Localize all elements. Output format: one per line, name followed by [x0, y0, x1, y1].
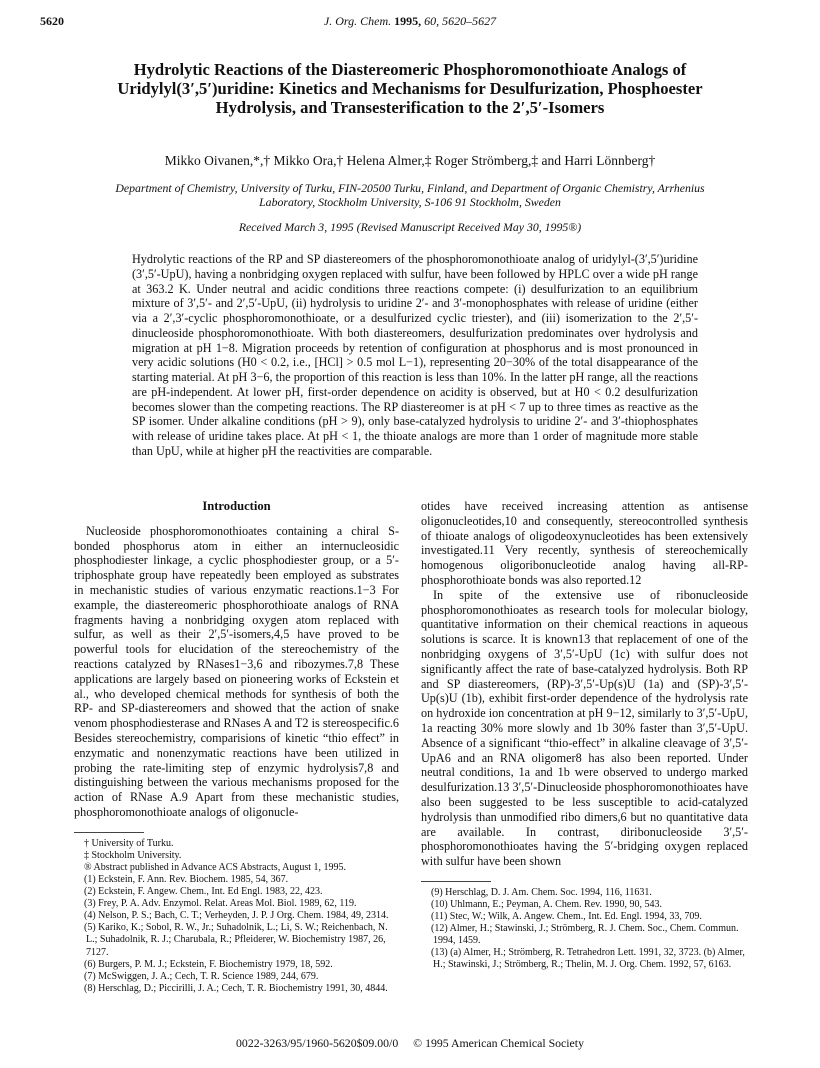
journal-volume: 60, [424, 14, 440, 28]
footnote: (4) Nelson, P. S.; Bach, C. T.; Verheyden, J. P. J Org. Chem. 1984, 49, 2314. [84, 910, 389, 922]
footnote: (9) Herschlag, D. J. Am. Chem. Soc. 1994, 116, 11631. [431, 886, 652, 898]
author-list: Mikko Oivanen,*,† Mikko Ora,† Helena Almer,‡ Roger Strömberg,‡ and Harri Lönnberg† [164, 153, 656, 168]
footnote: (6) Burgers, P. M. J.; Eckstein, F. Biochemistry 1979, 18, 592. [84, 958, 333, 970]
section-heading-introduction: Introduction [202, 499, 271, 513]
journal-pages: 5620–5627 [442, 14, 497, 28]
footnote: (8) Herschlag, D.; Piccirilli, J. A.; Cech, T. R. Biochemistry 1991, 30, 4844. [84, 982, 388, 994]
journal-name: J. Org. Chem. [323, 14, 392, 28]
footnote: (7) McSwiggen, J. A.; Cech, T. R. Science 1989, 244, 679. [84, 970, 319, 982]
running-header [40, 14, 780, 34]
footnote: (12) Almer, H.; Stawinski, J.; Strömberg, R. J. Chem. Soc., Chem. Commun. 1994, 1459. [431, 923, 739, 947]
footnote: (2) Eckstein, F. Angew. Chem., Int. Ed Engl. 1983, 22, 423. [84, 886, 323, 898]
journal-year: 1995, [394, 14, 422, 28]
body-paragraph: In spite of the extensive use of ribonucleoside phosphoromonothioates as research tools for molecular biology, quantitative information on their chemical reactions in aqueous solutions is scarce. It is known13 that replacement of one of the nonbridging oxygens of 3′,5′-UpU (1c) with sulfur does not significantly affect the rate of base-catalyzed hydrolysis. Both RP and SP diastereomers, (RP)-3′,5′-Up(s)U (1a) and (SP)-3′,5′-Up(s)U (1b), exhibit first-order dependence of the hydrolysis rate on hydroxide ion concentration at pH 9−12, similarly to 3′,5′-UpU, 1a reacting 30% more slowly and 1b 30% faster than 3′,5′-UpU. Absence of a significant “thio-effect” in alkaline cleavage of 3′,5′-UpA6 and an RNA oligomer8 has also been reported. Under neutral conditions, 1a and 1b were observed to undergo marked desulfurization.13 3′,5′-Dinucleoside phosphoromonothioates have also been suggested to be less susceptible to acid-catalyzed hydrolysis than unmodified ribo dimers,6 but no quantitative data are available. In contrast, diribonucleoside 3′,5′-phosphoromonothioates having the 5′-bridging oxygen replaced with sulfur have been shown [421, 587, 748, 869]
right-column [421, 499, 748, 972]
body-paragraph: Nucleoside phosphoromonothioates containing a chiral S-bonded phosphorus atom in either an internucleosidic phosphodiester linkage, a cyclic phosphodiester group, or a 5′-triphosphate group have repeatedly been employed as substrates in mechanistic studies of various enzymatic reactions.1−3 For example, the diastereomeric phosphorothioate analogs of RNA fragments having a nonbridging oxygen atom replaced with sulfur, as well as their 2′,5′-isomers,4,5 have proved to be powerful tools for elucidation of the stereochemistry of the reactions catalyzed by RNases1−3,6 and ribozymes.7,8 These applications are largely based on pioneering works of Eckstein et al., who developed chemical methods for synthesis of both the RP- and SP-diastereomers and showed that the action of snake venom phosphodiesterase and RNases A and T2 is stereospecific.6 Besides stereochemistry, comparisions of kinetic “thio effect” in enzymatic and nonenzymatic reactions have been utilized in probing the rate-limiting step of enzymic hydrolysis7,8 and distinguishing between the various mechanisms proposed for the action of RNase A.9 Apart from these mechanistic studies, phosphoromonothioate analogs of oligonucle- [74, 523, 399, 819]
footnote: (1) Eckstein, F. Ann. Rev. Biochem. 1985, 54, 367. [84, 874, 289, 886]
footnote: † University of Turku. [84, 837, 174, 849]
page-footer [0, 1036, 820, 1051]
footnote: (10) Uhlmann, E.; Peyman, A. Chem. Rev. 1990, 90, 543. [431, 899, 662, 911]
footnotes-right [421, 887, 748, 972]
footnote: (13) (a) Almer, H.; Strömberg, R. Tetrahedron Lett. 1991, 32, 3723. (b) Almer, H.; Stawinski, J.; Strömberg, R.; Thelin, M. J. Org. Chem. 1992, 57, 6163. [431, 947, 745, 971]
price-code: 0022-3263/95/1960-5620$09.00/0 [236, 1036, 399, 1050]
footnote: (3) Frey, P. A. Adv. Enzymol. Relat. Areas Mol. Biol. 1989, 62, 119. [84, 898, 357, 910]
footnote: (11) Stec, W.; Wilk, A. Angew. Chem., Int. Ed. Engl. 1994, 33, 709. [431, 911, 702, 923]
copyright: © 1995 American Chemical Society [413, 1036, 584, 1050]
received-date: Received March 3, 1995 (Revised Manuscript Received May 30, 1995®) [238, 220, 582, 234]
abstract: Hydrolytic reactions of the RP and SP diastereomers of the phosphoromonothioate analog of uridylyl-(3′,5′)uridine (3′,5′-UpU), having a nonbridging oxygen replaced with sulfur, have been followed by HPLC over a wide pH range at 363.2 K. Under neutral and acidic conditions three reactions compete: (i) desulfurization to an equilibrium mixture of 3′,5′- and 2′,5′-UpU, (ii) hydrolysis to uridine 2′- and 3′-monophosphates with release of uridine (either via a 2′,3′-cyclic phosphoromonothioate, or a desulfurized cyclic triester), and (iii) isomerization to the 2′,5′-dinucleoside phosphoromonothioate. With both diastereomers, desulfurization predominates over hydrolysis and migration at pH 1−8. Migration proceeds by retention of configuration at phosphorus and is most pronounced in very acidic solutions (H0 < 0.2, i.e., [HCl] > 0.5 mol L−1), representing 20−30% of the total disappearance of the starting material. At pH 3−6, the proportion of this reaction is less than 10%. In the latter pH range, all the reactions are pH-independent. At lower pH, first-order dependence on acidity is observed, but at H0 < 0.2 desulfurization becomes slower than the competing reactions. The RP diastereomer is at pH < 7 up to three times as reactive as the SP isomer. Under alkaline conditions (pH > 9), only base-catalyzed hydrolysis to uridine 2′- and 3′-thiophosphates with release of uridine takes place. At pH < 1, the thioate analogs are more than 1 order of magnitude more stable than UpU, while at higher pH the reactivities are comparable. [132, 252, 698, 458]
footnote: (5) Kariko, K.; Sobol, R. W., Jr.; Suhadolnik, L.; Li, S. W.; Reichenbach, N. L.; Suhadolnik, R. J.; Charubala, R.; Pfleiderer, W. Biochemistry 1987, 26, 7127. [84, 922, 388, 958]
affiliation: Department of Chemistry, University of Turku, FIN-20500 Turku, Finland, and Department of Organic Chemistry, Arrhenius Laboratory, Stockholm University, S-106 91 Stockholm, Sweden [115, 181, 705, 209]
footnote-divider [421, 881, 491, 882]
footnote-divider [74, 832, 144, 833]
journal-citation [40, 14, 780, 29]
footnote: ‡ Stockholm University. [84, 849, 182, 861]
footnote: ® Abstract published in Advance ACS Abstracts, August 1, 1995. [84, 861, 347, 873]
footnotes-left [74, 838, 399, 995]
body-paragraph: otides have received increasing attention as antisense oligonucleotides,10 and consequently, stereocontrolled synthesis of thioate analogs of oligodeoxynucleotides has been extensively investigated.11 Very recently, synthesis of stereochemically homogenous oligoribonucleotide analog having all-RP-phosphorothioate bonds was also reported.12 [421, 499, 748, 587]
left-column [74, 499, 399, 995]
page-number: 5620 [40, 14, 64, 28]
article-title: Hydrolytic Reactions of the Diastereomeric Phosphoromonothioate Analogs of Uridylyl(3′,5′)uridine: Kinetics and Mechanisms for Desulfurization, Phosphoester Hydrolysis, and Transesterification to the 2′,5′-Isomers [117, 60, 703, 117]
